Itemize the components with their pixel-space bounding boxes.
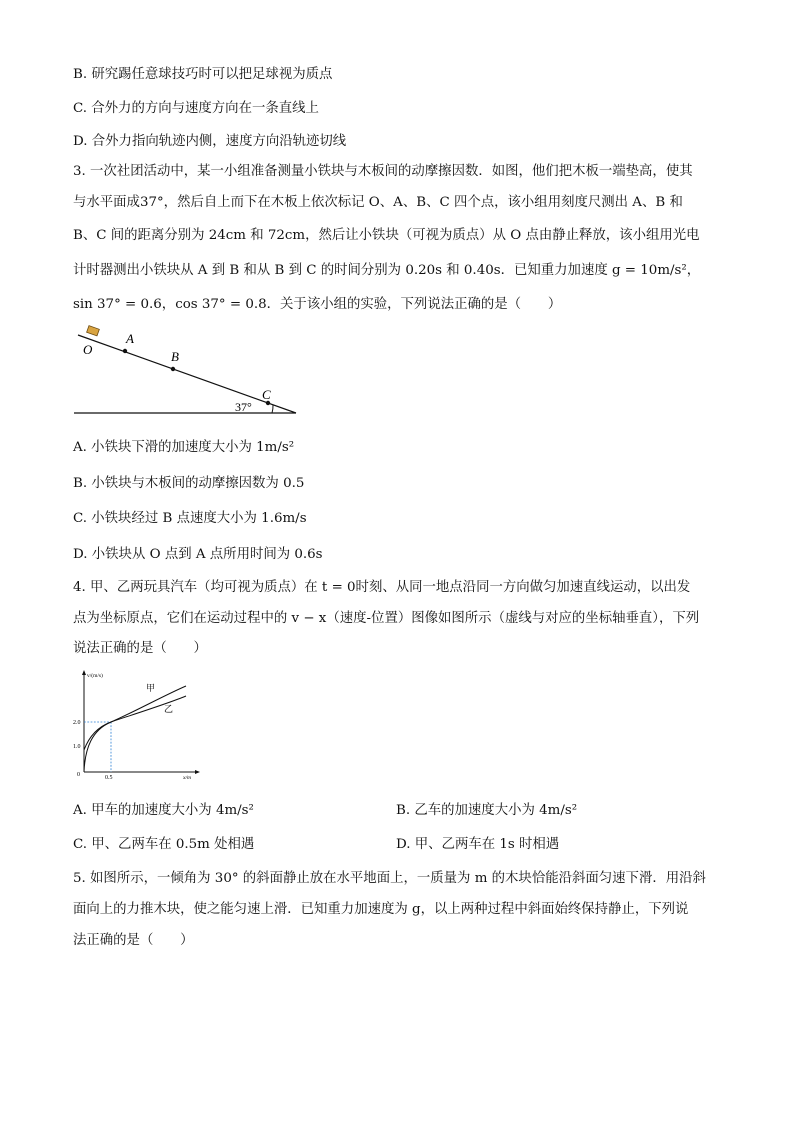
curve-yi-label: 乙 — [164, 704, 174, 714]
label-a: A — [126, 331, 134, 346]
q4-stem-line-3: 说法正确的是（ ） — [73, 641, 207, 656]
y-tick-2: 2.0 — [73, 720, 81, 726]
q2-option-d[interactable]: D. 合外力指向轨迹内侧，速度方向沿轨迹切线 — [73, 134, 347, 149]
point-a-dot — [123, 349, 127, 353]
angle-arc — [272, 405, 273, 413]
y-tick-1: 1.0 — [73, 744, 81, 750]
q3-option-a[interactable]: A. 小铁块下滑的加速度大小为 1m/s² — [73, 440, 295, 455]
q3-option-c[interactable]: C. 小铁块经过 B 点速度大小为 1.6m/s — [73, 511, 307, 526]
q4-option-d[interactable]: D. 甲、乙两车在 1s 时相遇 — [396, 837, 560, 852]
q5-stem-line-3: 法正确的是（ ） — [73, 933, 194, 948]
q3-stem-line-3: B、C 间的距离分别为 24cm 和 72cm，然后让小铁块（可视为质点）从 O 点由静止释放，该小组用光电 — [73, 228, 700, 243]
y-axis-arrow — [82, 670, 86, 675]
origin-label: 0 — [77, 772, 80, 778]
q4-stem-line-2: 点为坐标原点，它们在运动过程中的 v − x（速度-位置）图像如图所示（虚线与对应的坐标轴垂直），下列 — [73, 611, 700, 626]
q3-option-d[interactable]: D. 小铁块从 O 点到 A 点所用时间为 0.6s — [73, 547, 323, 562]
label-c: C — [262, 387, 271, 402]
q2-option-b[interactable]: B. 研究踢任意球技巧时可以把足球视为质点 — [73, 67, 333, 82]
q4-vx-graph — [72, 668, 202, 780]
q4-stem-line-1: 4. 甲、乙两玩具汽车（均可视为质点）在 t = 0时刻、从同一地点沿同一方向做匀加速直线运动，以出发 — [73, 580, 691, 595]
q4-option-a[interactable]: A. 甲车的加速度大小为 4m/s² — [73, 803, 254, 818]
y-axis-label: v/(m/s) — [87, 673, 103, 679]
q3-stem-line-5: sin 37° = 0.6，cos 37° = 0.8．关于该小组的实验，下列说法正确的是（ ） — [73, 297, 562, 312]
q3-stem-line-2: 与水平面成37°，然后自上而下在木板上依次标记 O、A、B、C 四个点，该小组用刻度尺测出 A、B 和 — [73, 195, 683, 210]
x-tick: 0.5 — [105, 775, 113, 780]
label-b: B — [171, 349, 179, 364]
q4-option-b[interactable]: B. 乙车的加速度大小为 4m/s² — [396, 803, 578, 818]
q3-option-b[interactable]: B. 小铁块与木板间的动摩擦因数为 0.5 — [73, 476, 305, 491]
curve-jia-line — [84, 686, 186, 772]
q5-stem-line-2: 面向上的力推木块，使之能匀速上滑．已知重力加速度为 g，以上两种过程中斜面始终保持静止，下列说 — [73, 902, 689, 917]
label-o: O — [83, 342, 93, 357]
q3-stem-line-1: 3. 一次社团活动中，某一小组准备测量小铁块与木板间的动摩擦因数．如图，他们把木板一端垫高，使其 — [73, 164, 693, 179]
q5-stem-line-1: 5. 如图所示，一倾角为 30° 的斜面静止放在水平地面上，一质量为 m 的木块恰能沿斜面匀速下滑．用沿斜 — [73, 871, 706, 886]
point-b-dot — [171, 367, 175, 371]
x-axis-arrow — [195, 770, 200, 774]
q3-incline-figure — [72, 322, 302, 422]
x-axis-label: x/m — [183, 775, 191, 780]
q3-stem-line-4: 计时器测出小铁块从 A 到 B 和从 B 到 C 的时间分别为 0.20s 和 0.40s．已知重力加速度 g = 10m/s²， — [73, 263, 701, 278]
angle-label: 37° — [235, 400, 252, 414]
iron-block — [87, 326, 100, 336]
q2-option-c[interactable]: C. 合外力的方向与速度方向在一条直线上 — [73, 101, 319, 116]
curve-jia-label: 甲 — [146, 683, 156, 693]
q4-option-c[interactable]: C. 甲、乙两车在 0.5m 处相遇 — [73, 837, 255, 852]
